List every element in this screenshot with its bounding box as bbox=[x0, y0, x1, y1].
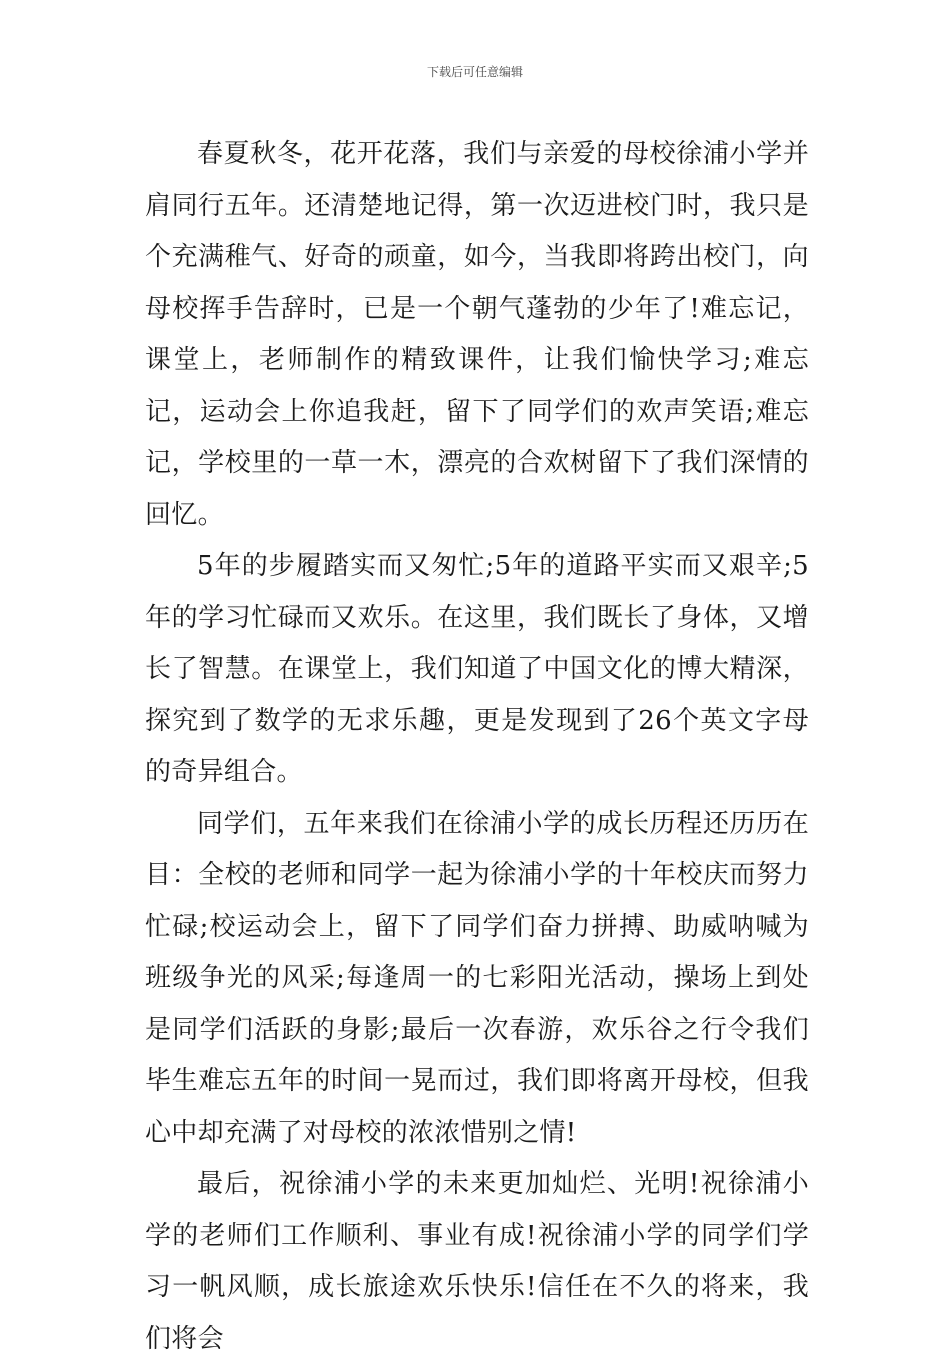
paragraph: 同学们，五年来我们在徐浦小学的成长历程还历历在目：全校的老师和同学一起为徐浦小学的十年校庆而努力忙碌;校运动会上，留下了同学们奋力拼搏、助威呐喊为班级争光的风采;每逢周一的七彩阳光活动，操场上到处是同学们活跃的身影;最后一次春游，欢乐谷之行令我们毕生难忘五年的时间一晃而过，我们即将离开母校，但我心中却充满了对母校的浓浓惜别之情! bbox=[145, 808, 809, 1148]
paragraph: 春夏秋冬，花开花落，我们与亲爱的母校徐浦小学并肩同行五年。还清楚地记得，第一次迈进校门时，我只是个充满稚气、好奇的顽童，如今，当我即将跨出校门，向母校挥手告辞时，已是一个朝气蓬勃的少年了!难忘记，课堂上，老师制作的精致课件，让我们愉快学习;难忘记，运动会上你追我赶，留下了同学们的欢声笑语;难忘记，学校里的一草一木，漂亮的合欢树留下了我们深情的回忆。 bbox=[145, 139, 809, 530]
paragraph: 5年的步履踏实而又匆忙;5年的道路平实而又艰辛;5年的学习忙碌而又欢乐。在这里，我们既长了身体，又增长了智慧。在课堂上，我们知道了中国文化的博大精深，探究到了数学的无求乐趣，更是发现到了26个英文字母的奇异组合。 bbox=[145, 551, 809, 787]
page-header-note: 下载后可任意编辑 bbox=[426, 65, 523, 79]
document-body bbox=[145, 129, 809, 1365]
paragraph: 最后，祝徐浦小学的未来更加灿烂、光明!祝徐浦小学的老师们工作顺利、事业有成!祝徐浦小学的同学们学习一帆风顺，成长旅途欢乐快乐!信任在不久的将来，我们将会 bbox=[145, 1169, 809, 1354]
